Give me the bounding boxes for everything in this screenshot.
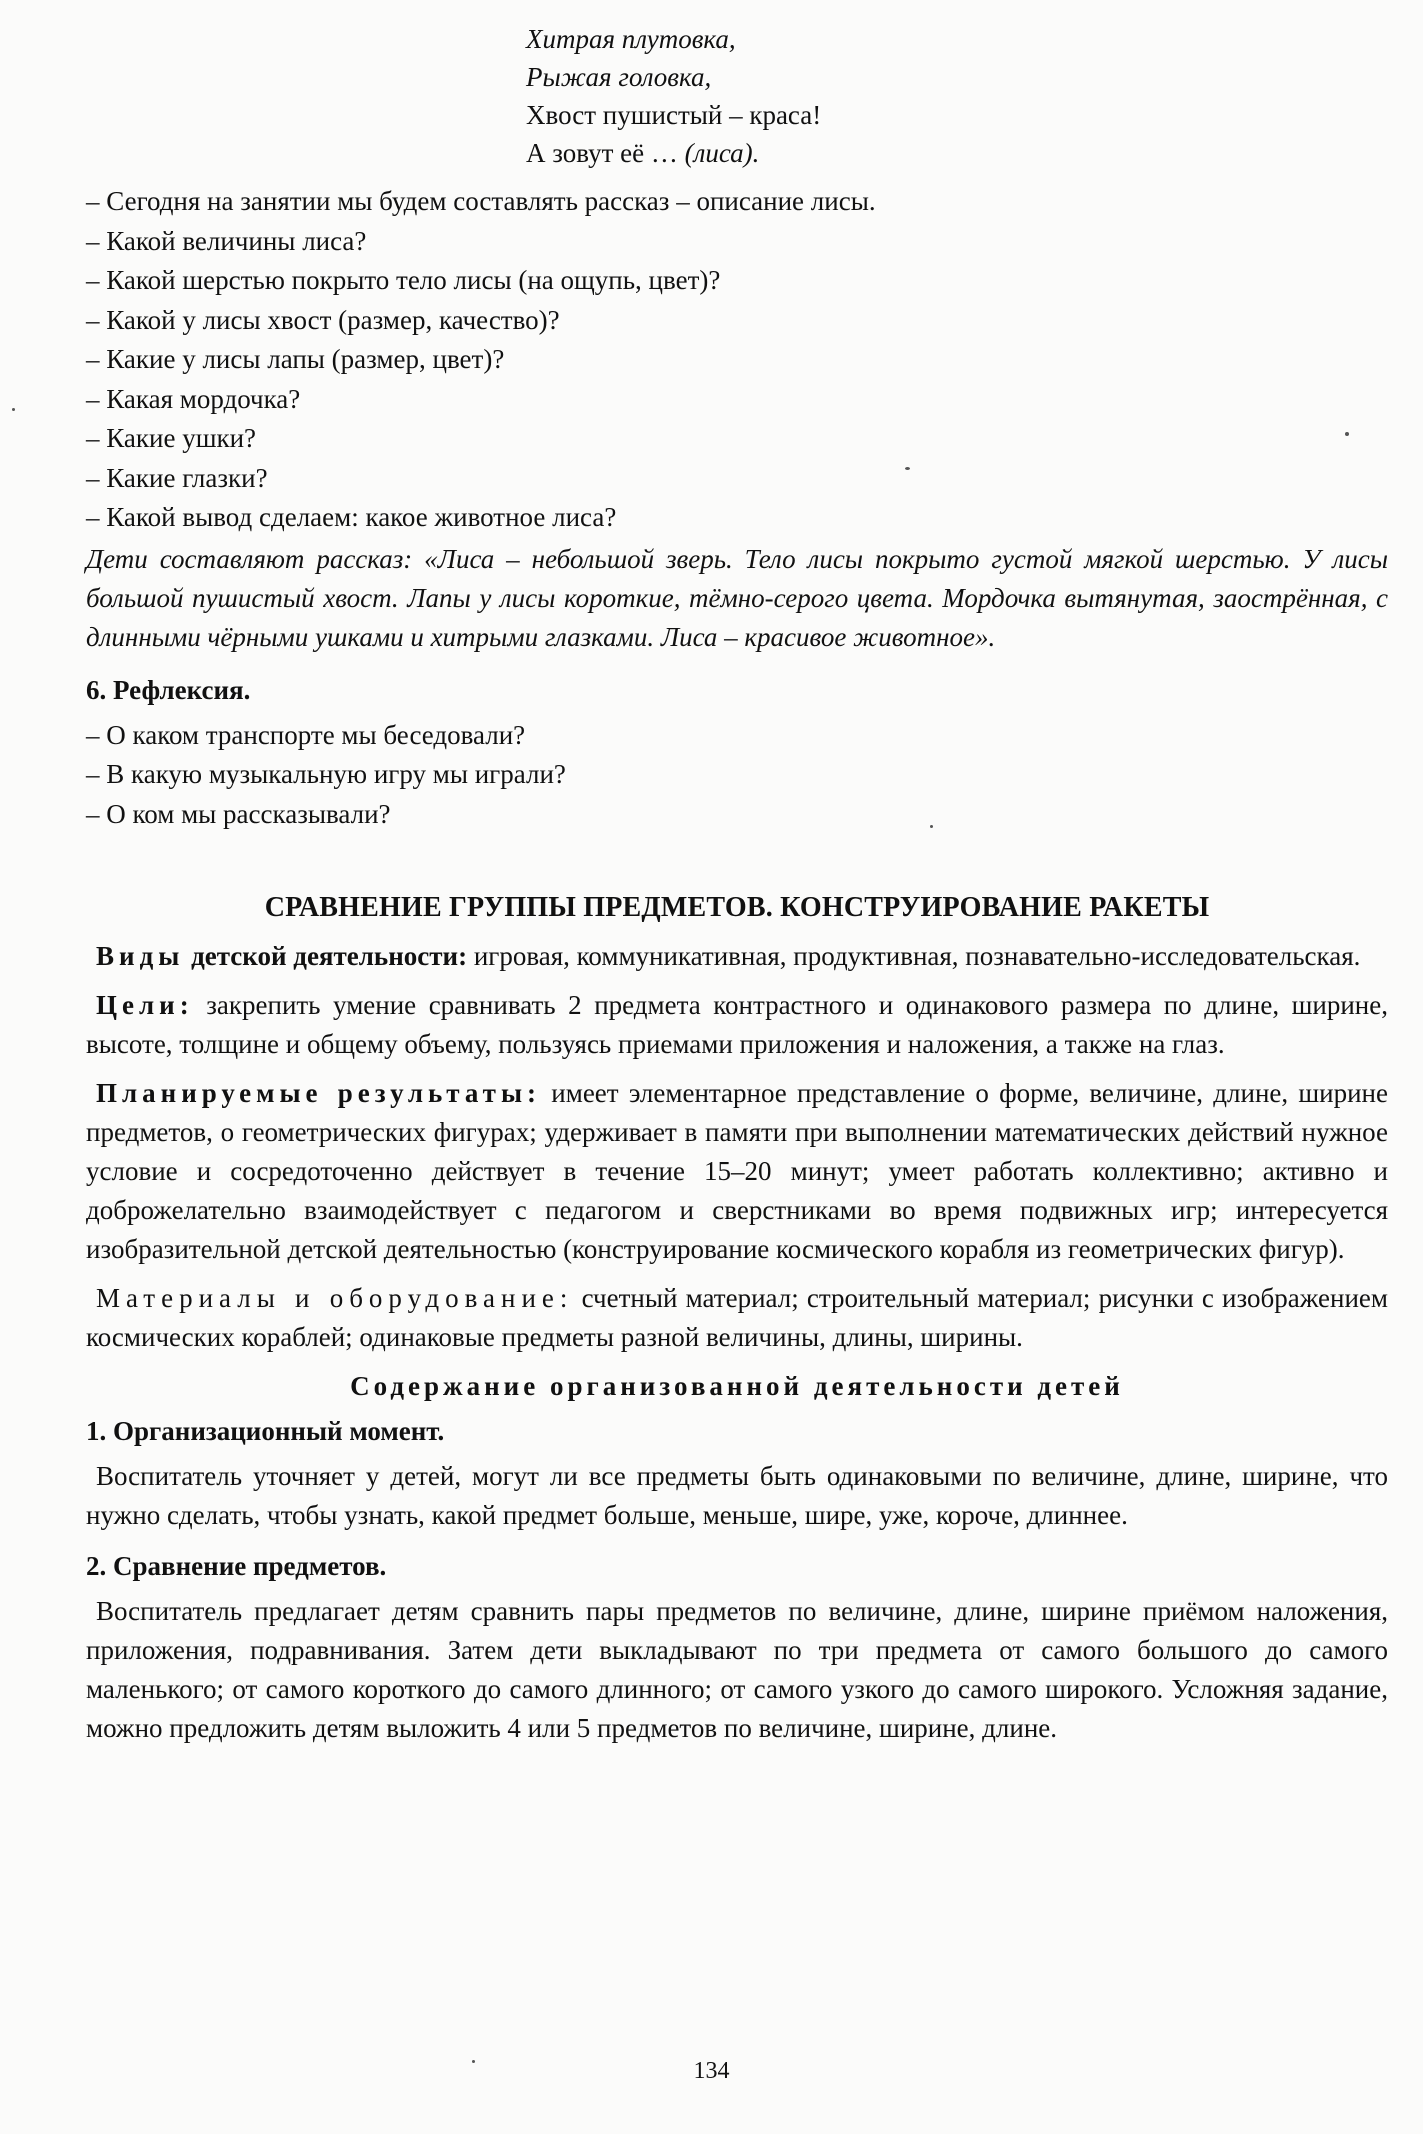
reflection-heading: 6. Рефлексия.	[86, 674, 251, 705]
reflection-item: – О каком транспорте мы беседовали?	[86, 719, 526, 750]
lesson-title: СРАВНЕНИЕ ГРУППЫ ПРЕДМЕТОВ. КОНСТРУИРОВАНИЕ РАКЕТЫ	[264, 892, 1210, 923]
results-label: Планируемые результаты:	[96, 1078, 542, 1108]
step-text: Воспитатель предлагает детям сравнить пары предметов по величине, длине, ширине приёмом наложения, приложения, подравнивания. Затем дети выкладывают по три предмета от самого большого до самого маленького; от самого короткого до самого длинного; от самого узкого до самого широкого. Усложняя задание, можно предложить детям выложить 4 или 5 предметов по величине, ширине, длине.	[86, 1596, 1388, 1743]
reflection-list	[86, 716, 1388, 835]
step-heading: 1. Организационный момент.	[86, 1416, 445, 1446]
activities-text: игровая, коммуникативная, продуктивная, познавательно-исследовательская.	[467, 941, 1361, 971]
materials-text: счетный материал; строительный материал; рисунки с изображением космических кораблей; одинаковые предметы разной величины, длины, ширины.	[86, 1283, 1388, 1352]
activities-paragraph	[86, 937, 1388, 976]
reflection-item: – О ком мы рассказывали?	[86, 798, 391, 829]
question-item: – Какие у лисы лапы (размер, цвет)?	[86, 344, 505, 374]
reflection-item: – В какую музыкальную игру мы играли?	[86, 759, 566, 789]
materials-paragraph	[86, 1279, 1388, 1357]
activities-label-spaced: Виды	[96, 941, 185, 971]
poem-line: Хитрая плутовка,	[526, 24, 736, 54]
children-story: Дети составляют рассказ: «Лиса – небольшой зверь. Тело лисы покрыто густой мягкой шерстью. У лисы большой пушистый хвост. Лапы у лисы короткие, тёмно-серого цвета. Мордочка вытянутая, заострённая, с длинными чёрными ушками и хитрыми глазками. Лиса – красивое животное».	[86, 543, 1388, 652]
materials-label: Материалы и оборудование:	[96, 1283, 574, 1313]
activities-label: детской деятельности:	[184, 941, 468, 971]
scan-speck	[930, 825, 933, 828]
riddle-poem	[526, 20, 1388, 172]
content-heading: Содержание организованной деятельности детей	[350, 1371, 1124, 1401]
poem-answer: (лиса).	[684, 138, 760, 168]
question-item: – Какой шерстью покрыто тело лисы (на ощупь, цвет)?	[86, 265, 721, 295]
goals-text: закрепить умение сравнивать 2 предмета контрастного и одинакового размера по длине, ширине, высоте, толщине и общему объему, пользуясь приемами приложения и наложения, а также на глаз.	[86, 990, 1388, 1059]
results-text: имеет элементарное представление о форме, величине, длине, ширине предметов, о геометрических фигурах; удерживает в памяти при выполнении математических действий нужное условие и сосредоточенно действует в течение 15–20 минут; умеет работать коллективно; активно и доброжелательно взаимодействует с педагогом и сверстниками во время подвижных игр; интересуется изобразительной детской деятельностью (конструирование космического корабля из геометрических фигур).	[86, 1078, 1388, 1264]
poem-line: Хвост пушистый – краса!	[526, 100, 822, 130]
question-item: – Сегодня на занятии мы будем составлять рассказ – описание лисы.	[86, 186, 876, 216]
poem-line-text: А зовут её …	[526, 138, 685, 168]
question-item: – Какой у лисы хвост (размер, качество)?	[86, 304, 560, 335]
step-text: Воспитатель уточняет у детей, могут ли все предметы быть одинаковыми по величине, длине, ширине, что нужно сделать, чтобы узнать, какой предмет больше, меньше, шире, уже, короче, длиннее.	[86, 1461, 1388, 1530]
scan-speck	[12, 408, 15, 411]
step-heading: 2. Сравнение предметов.	[86, 1551, 387, 1581]
page-content	[86, 20, 1388, 1748]
page-number: 134	[693, 2058, 730, 2084]
goals-paragraph	[86, 986, 1388, 1064]
scan-speck	[1345, 432, 1349, 436]
scan-speck	[472, 2060, 475, 2063]
question-list	[86, 182, 1388, 538]
results-paragraph	[86, 1074, 1388, 1269]
question-item: – Какой вывод сделаем: какое животное лиса?	[86, 502, 617, 532]
question-item: – Какие ушки?	[86, 423, 257, 453]
scan-speck	[905, 467, 910, 470]
question-item: – Какой величины лиса?	[86, 225, 367, 256]
question-item: – Какая мордочка?	[86, 383, 301, 414]
question-item: – Какие глазки?	[86, 462, 268, 493]
goals-label: Цели:	[96, 990, 194, 1020]
poem-line: Рыжая головка,	[526, 62, 712, 92]
poem-line	[526, 134, 1388, 172]
